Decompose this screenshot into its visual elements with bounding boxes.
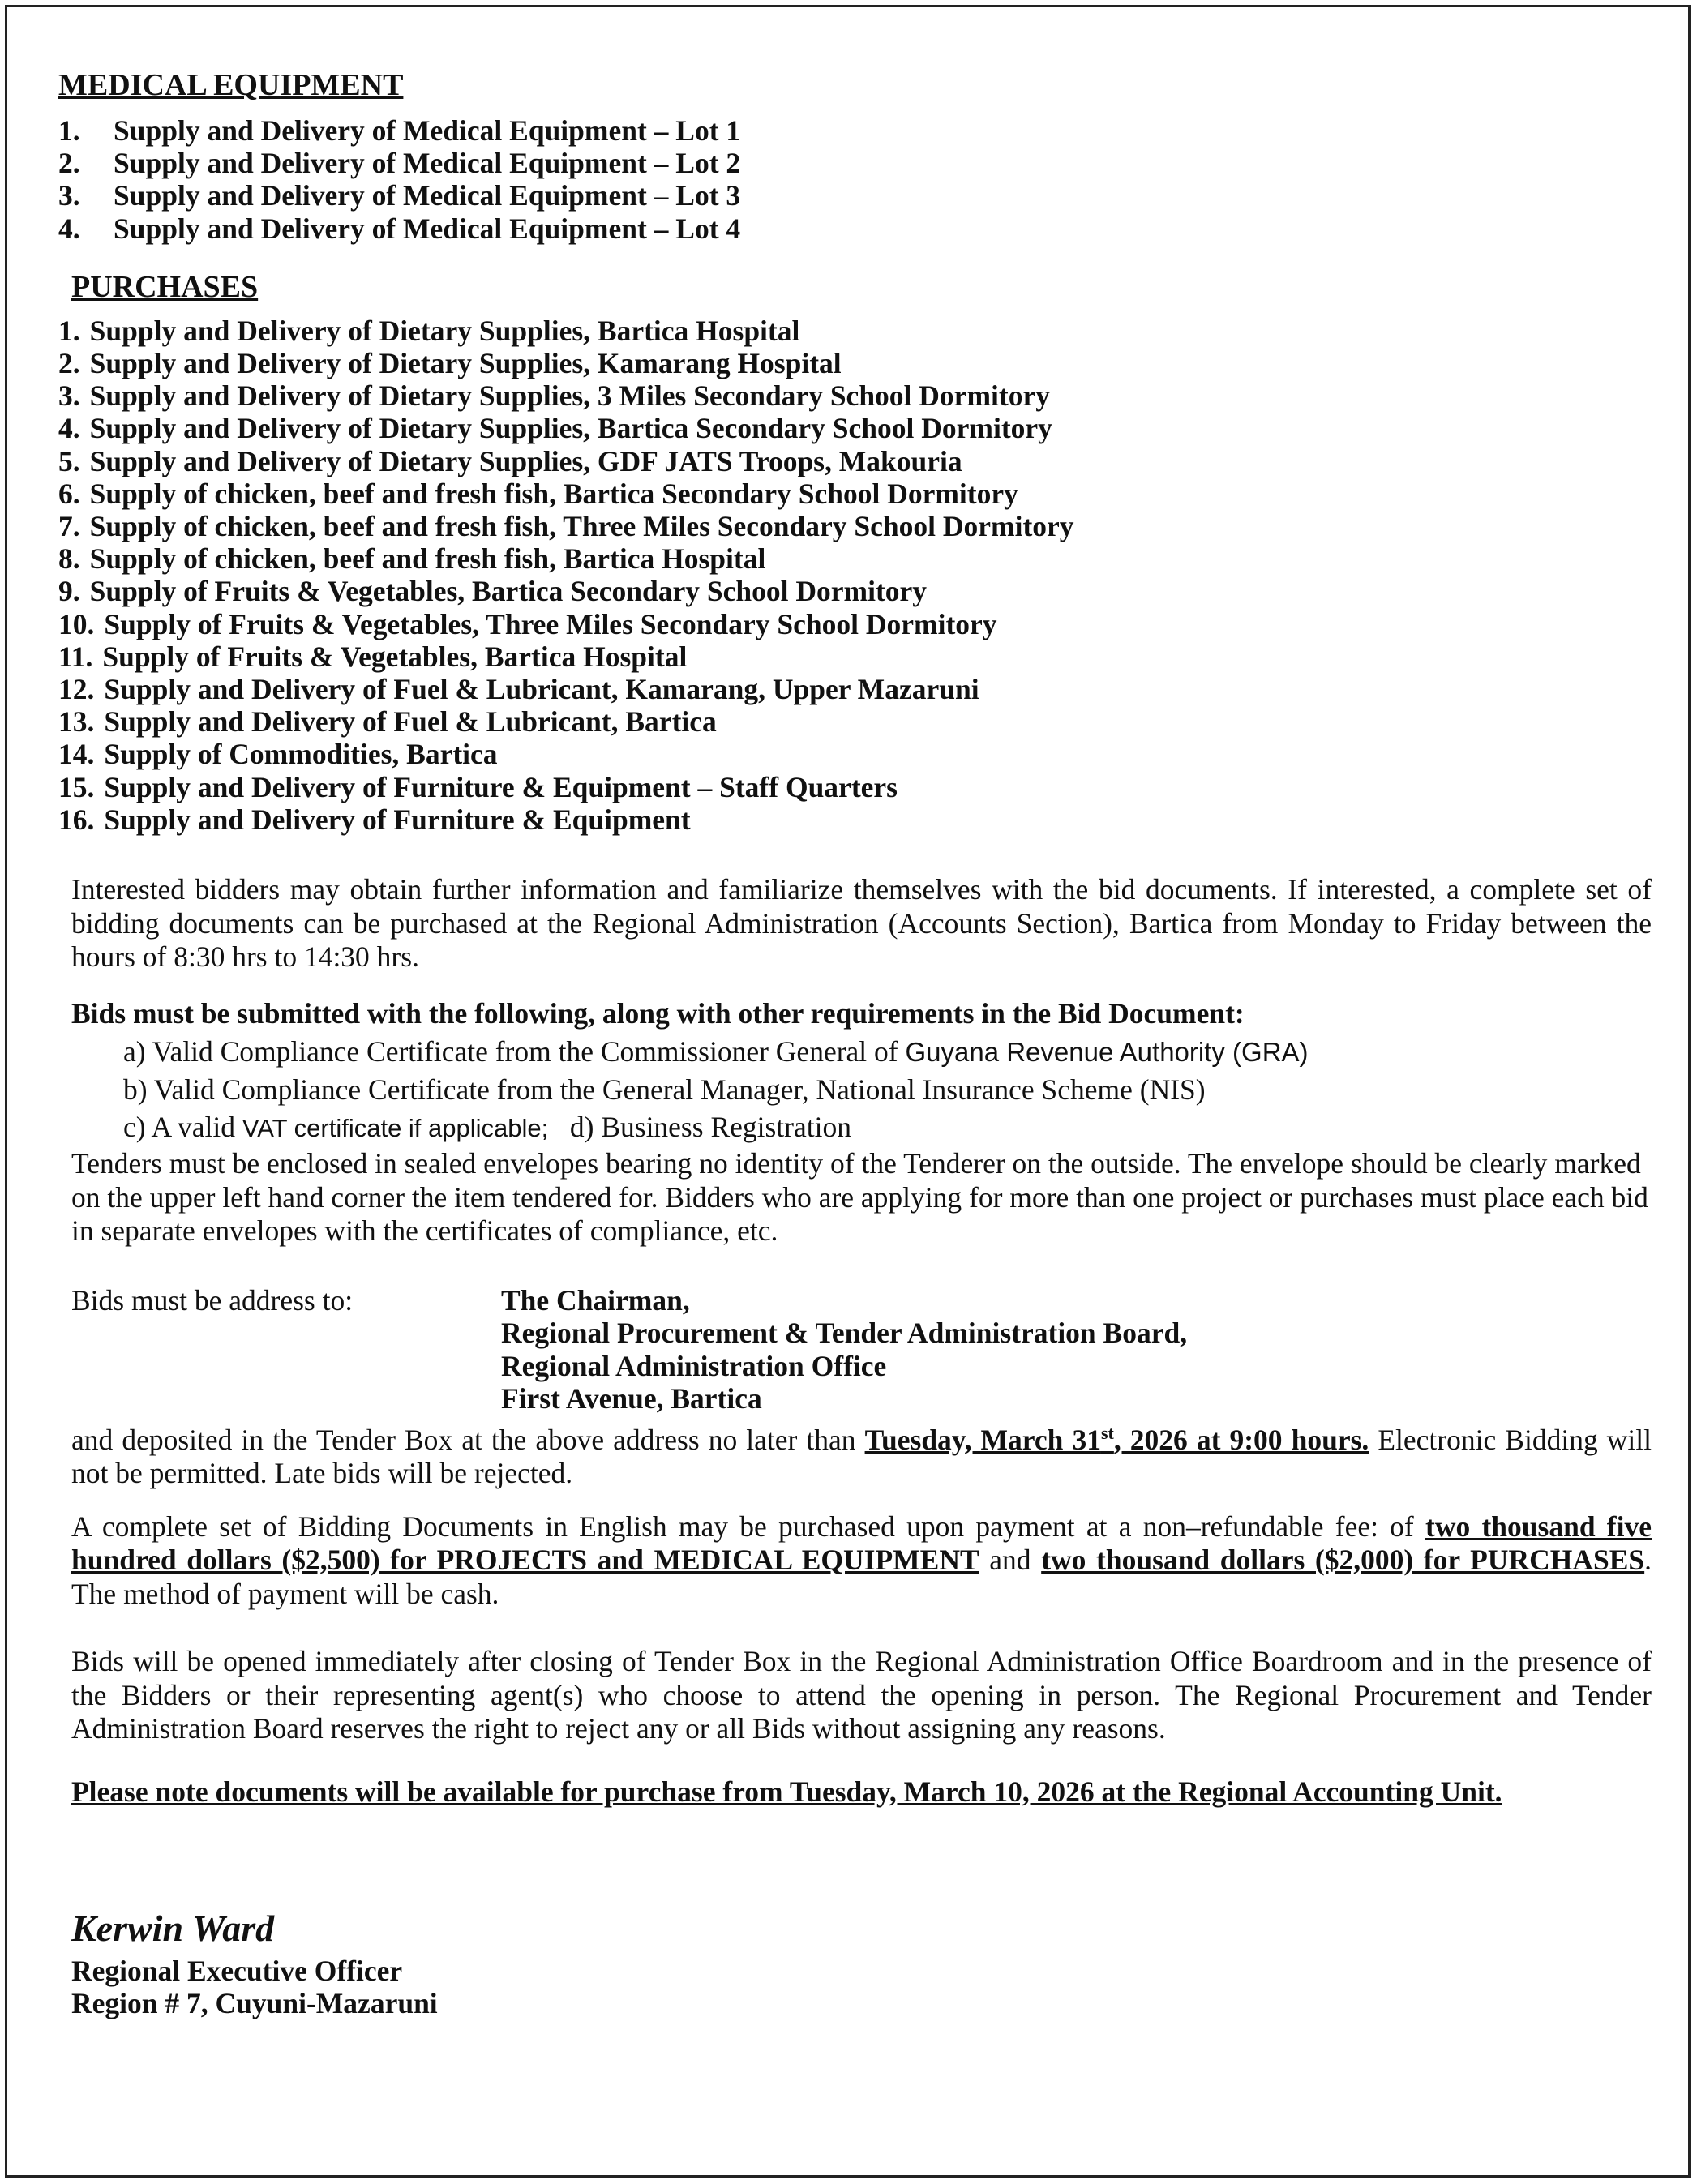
info-paragraph: Interested bidders may obtain further information and familiarize themselves with the bid documents. If interested, a complete set of bidding documents can be purchased at the Regional Administration (Accounts Section), Bartica from Monday to Friday between the hours of 8:30 hrs to 14:30 hrs. [71, 873, 1652, 974]
address-line: Regional Administration Office [501, 1349, 887, 1382]
list-item: 13. Supply and Delivery of Fuel & Lubricant, Bartica [58, 705, 717, 739]
address-line: First Avenue, Bartica [501, 1382, 762, 1415]
opening-paragraph: Bids will be opened immediately after closing of Tender Box in the Regional Administration Office Boardroom and in the presence of the Bidders or their representing agent(s) who choose to attend the opening in person. The Regional Procurement and Tender Administration Board reserves the right to reject any or all Bids without assigning any reasons. [71, 1645, 1652, 1745]
address-lines [501, 1284, 1187, 1415]
list-item: 3. Supply and Delivery of Medical Equipment – Lot 3 [58, 179, 741, 212]
list-item: 1. Supply and Delivery of Dietary Supplies, Bartica Hospital [58, 314, 800, 347]
list-item: 14. Supply of Commodities, Bartica [58, 738, 498, 771]
list-item: 6. Supply of chicken, beef and fresh fish, Bartica Secondary School Dormitory [58, 477, 1018, 510]
address-line: Regional Procurement & Tender Administration Board, [501, 1317, 1188, 1350]
deposit-paragraph: and deposited in the Tender Box at the above address no later than Tuesday, March 31st, 2026 at 9:00 hours. Electronic Bidding will not be permitted. Late bids will be rejected. [71, 1422, 1652, 1490]
requirement-b: b) Valid Compliance Certificate from the General Manager, National Insurance Scheme (NIS) [123, 1073, 1206, 1107]
availability-note: Please note documents will be available for purchase from Tuesday, March 10, 2026 at the Regional Accounting Unit. [71, 1775, 1502, 1808]
list-item: 3. Supply and Delivery of Dietary Supplies, 3 Miles Secondary School Dormitory [58, 379, 1050, 413]
list-item: 1. Supply and Delivery of Medical Equipment – Lot 1 [58, 114, 741, 147]
list-item: 9. Supply of Fruits & Vegetables, Bartica Secondary School Dormitory [58, 575, 928, 608]
medical-equipment-heading: MEDICAL EQUIPMENT [58, 68, 404, 102]
deadline: Tuesday, March 31st, 2026 at 9:00 hours. [864, 1422, 1369, 1456]
signature: Kerwin Ward [71, 1907, 275, 1949]
list-item: 4. Supply and Delivery of Medical Equipment – Lot 4 [58, 212, 741, 245]
officer-title: Regional Executive Officer [71, 1954, 403, 1987]
purchases-list [58, 315, 1652, 836]
notice-frame [5, 5, 1691, 2178]
requirement-c-d: c) A valid VAT certificate if applicable; d) Business Registration [123, 1111, 851, 1144]
medical-equipment-list [58, 114, 1652, 245]
requirement-a: a) Valid Compliance Certificate from the Commissioner General of Guyana Revenue Authority (GRA) [123, 1035, 1309, 1068]
list-item: 10. Supply of Fruits & Vegetables, Three Miles Secondary School Dormitory [58, 607, 997, 640]
signature-block [71, 1906, 1652, 2020]
tenders-paragraph: Tenders must be enclosed in sealed envelopes bearing no identity of the Tenderer on the outside. The envelope should be clearly marked on the upper left hand corner the item tendered for. Bidders who are applying for more than one project or purchases must place each bid in separate envelopes with the certificates of compliance, etc. [71, 1147, 1648, 1248]
list-item: 12. Supply and Delivery of Fuel & Lubricant, Kamarang, Upper Mazaruni [58, 673, 979, 706]
officer-region: Region # 7, Cuyuni-Mazaruni [71, 1987, 438, 2020]
list-item: 2. Supply and Delivery of Medical Equipment – Lot 2 [58, 147, 741, 180]
list-item: 7. Supply of chicken, beef and fresh fish, Three Miles Secondary School Dormitory [58, 510, 1074, 543]
list-item: 16. Supply and Delivery of Furniture & Equipment [58, 803, 691, 836]
purchases-heading: PURCHASES [71, 269, 259, 304]
address-line: The Chairman, [501, 1283, 690, 1317]
list-item: 11. Supply of Fruits & Vegetables, Bartica Hospital [58, 640, 688, 673]
requirements-list [123, 1033, 1652, 1147]
list-item: 2. Supply and Delivery of Dietary Supplies, Kamarang Hospital [58, 347, 842, 380]
fee-paragraph: A complete set of Bidding Documents in English may be purchased upon payment at a non–refundable fee: of two thousand five hundred dollars ($2,500) for PROJECTS and MEDICAL EQUIPMENT and two thousand dollars ($2,000) for PURCHASES. The method of payment will be cash. [71, 1510, 1652, 1610]
address-block [71, 1284, 1652, 1415]
list-item: 8. Supply of chicken, beef and fresh fish, Bartica Hospital [58, 542, 766, 576]
requirements-intro: Bids must be submitted with the following, along with other requirements in the Bid Document: [71, 996, 1245, 1030]
list-item: 15. Supply and Delivery of Furniture & Equipment – Staff Quarters [58, 770, 898, 803]
address-label: Bids must be address to: [71, 1283, 354, 1317]
list-item: 5. Supply and Delivery of Dietary Supplies, GDF JATS Troops, Makouria [58, 444, 962, 477]
notice-content [58, 67, 1652, 2020]
list-item: 4. Supply and Delivery of Dietary Supplies, Bartica Secondary School Dormitory [58, 412, 1052, 445]
